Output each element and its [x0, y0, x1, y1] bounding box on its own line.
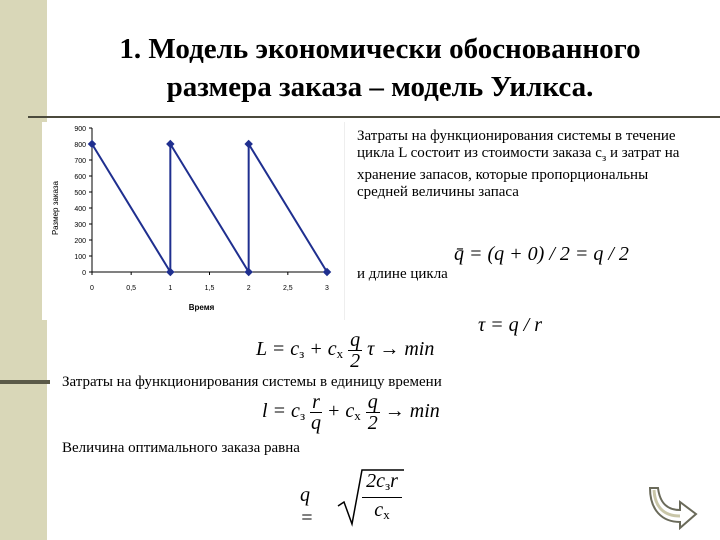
wilks-chart — [42, 122, 344, 320]
q-fraction — [362, 470, 402, 527]
L-num: q — [350, 329, 361, 351]
x-tick-label: 1,5 — [204, 285, 215, 292]
q-num-sub: з — [384, 478, 391, 493]
avg-stock-formula: q̄ = (q + 0) / 2 = q / 2 — [454, 243, 629, 265]
l-den1: q — [310, 412, 321, 434]
x-axis-label: Время — [188, 303, 215, 312]
y-tick-label: 300 — [74, 222, 86, 229]
x-tick-label: 3 — [325, 285, 329, 292]
cost-desc-head: Затраты на функционирования системы в течение цикла L состоит из стоимости заказа c — [357, 128, 676, 161]
x-tick-label: 0 — [90, 285, 94, 292]
q-den: c — [374, 499, 384, 521]
cost-desc-sub: з — [601, 152, 607, 164]
l-fraction-2 — [366, 392, 380, 433]
y-tick-label: 400 — [74, 206, 86, 213]
q-lhs: q = — [300, 484, 314, 529]
x-tick-label: 0,5 — [126, 285, 137, 292]
slide-title — [60, 30, 700, 106]
optimal-order-text: Величина оптимального заказа равна — [62, 440, 300, 456]
left-decor-bar — [0, 0, 47, 540]
q-num-wrap — [362, 470, 402, 498]
l-sub2: x — [354, 408, 361, 424]
q-den-sub: x — [383, 507, 390, 522]
left-decor-line — [0, 380, 50, 384]
L-fraction — [348, 330, 362, 371]
return-arrow-icon[interactable] — [640, 480, 700, 530]
l-den2: 2 — [367, 412, 378, 434]
tau-formula: τ = q / r — [478, 314, 542, 336]
x-tick-label: 1 — [168, 285, 173, 292]
y-tick-label: 200 — [74, 238, 86, 245]
series-line — [92, 144, 327, 272]
q-num-tail: r — [390, 470, 398, 492]
l-sub1: з — [299, 408, 306, 424]
unit-time-text: Затраты на функционирования системы в единицу времени — [62, 374, 442, 390]
y-tick-label: 100 — [74, 254, 86, 261]
y-tick-label: 700 — [74, 158, 86, 165]
y-axis-label: Размер заказа — [51, 181, 60, 235]
y-tick-label: 600 — [74, 174, 86, 181]
L-sub2: x — [336, 346, 344, 362]
title-line-2: размера заказа – модель Уилкса. — [166, 71, 594, 103]
l-formula — [262, 392, 440, 433]
y-tick-label: 900 — [74, 126, 86, 133]
l-tail: → min — [384, 400, 440, 423]
cycle-length-text: и длине цикла — [357, 266, 448, 282]
title-divider — [28, 116, 720, 118]
l-fraction-1 — [310, 392, 322, 433]
x-tick-label: 2 — [246, 285, 251, 292]
cost-description — [357, 128, 697, 201]
y-tick-label: 500 — [74, 190, 86, 197]
chart-container — [42, 122, 345, 320]
q-num: 2c — [366, 470, 385, 492]
L-mid: + c — [304, 338, 337, 361]
l-num2: q — [367, 391, 378, 413]
L-lhs: L = c — [256, 338, 300, 361]
l-lhs: l = c — [262, 400, 300, 423]
y-tick-label: 0 — [82, 270, 86, 277]
y-tick-label: 800 — [74, 142, 86, 149]
q-den-wrap — [362, 498, 402, 527]
cost-desc-tail: и затрат на хранение запасов, которые пропорциональны средней величины запаса — [357, 145, 680, 200]
L-sub1: з — [299, 346, 305, 362]
L-tail: τ → min — [367, 338, 435, 361]
l-mid: + c — [326, 400, 355, 423]
L-formula — [256, 330, 434, 371]
x-tick-label: 2,5 — [282, 285, 293, 292]
L-den: 2 — [350, 350, 361, 372]
l-num1: r — [312, 391, 320, 413]
title-line-1: 1. Модель экономически обоснованного — [119, 33, 641, 65]
